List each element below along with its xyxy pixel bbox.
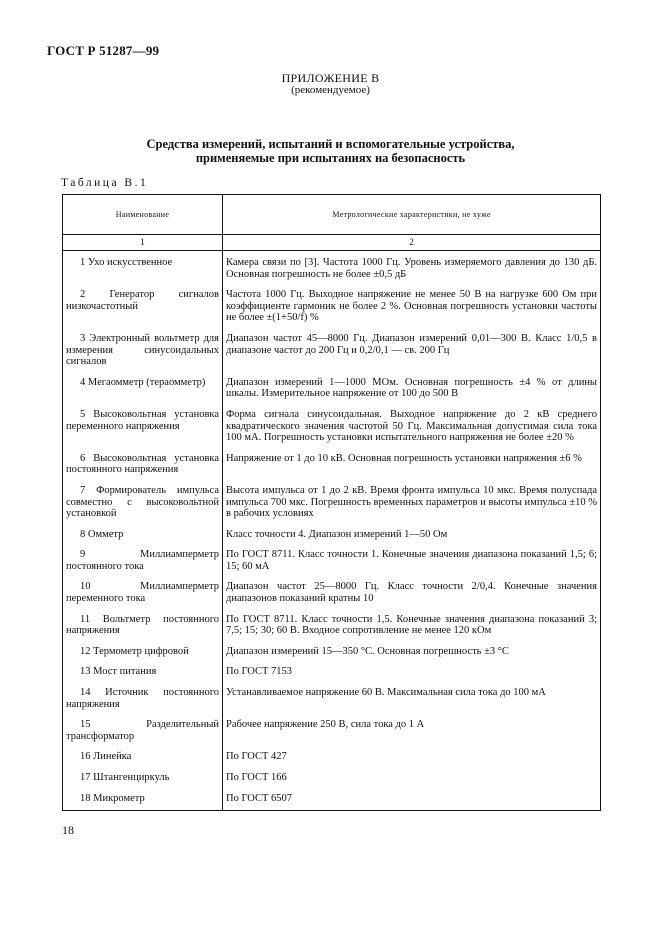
document-code: ГОСТ Р 51287—99 [47,43,160,58]
column-number-1: 1 [63,235,223,251]
instrument-characteristics: По ГОСТ 8711. Класс точности 1. Конечные значения диапазона показаний 1,5; 6; 15; 60 мА [223,546,601,578]
instrument-characteristics: Диапазон частот 45—8000 Гц. Диапазон измерений 0,01—300 В. Класс 1/0,5 в диапазоне частот до 200 Гц и 0,2/0,1 — св. 200 Гц [223,330,601,374]
table-row [63,330,601,374]
column-number-row [63,235,601,251]
appendix-note: (рекомендуемое) [291,84,370,96]
instrument-name-text: 14 Источник постоянного напряжения [66,687,219,710]
instrument-name [63,482,223,526]
instrument-name-text: 12 Термометр цифровой [80,645,189,657]
instrument-name-text: 7 Формирователь импульса совместно с высоковольтной установкой [66,484,219,520]
instrument-name-text: 2 Генератор сигналов низкочастотный [66,289,219,312]
instrument-name [63,330,223,374]
instrument-name [63,663,223,684]
instrument-name [63,611,223,643]
instrument-characteristics: Камера связи по [3]. Частота 1000 Гц. Уровень измеряемого давления до 130 дБ. Основная погрешность не более ±0,5 дБ [223,251,601,287]
instrument-characteristics: Класс точности 4. Диапазон измерений 1—50 Ом [223,526,601,547]
instrument-characteristics: Диапазон измерений 1—1000 МОм. Основная погрешность ±4 % от длины шкалы. Измерительное напряжение от 100 до 500 В [223,374,601,406]
instrument-name [63,251,223,287]
table-row [63,748,601,769]
table-row [63,546,601,578]
instrument-name-text: 1 Ухо искусственное [80,257,173,268]
instrument-name [63,406,223,450]
instrument-name [63,643,223,664]
table-row [63,578,601,610]
instrument-characteristics: Напряжение от 1 до 10 кВ. Основная погрешность установки напряжения ±6 % [223,450,601,482]
instrument-name-text: 17 Штангенциркуль [80,772,170,783]
instrument-name [63,546,223,578]
table-row [63,251,601,287]
table-row [63,663,601,684]
table-row [63,684,601,716]
instrument-name-text: 18 Микрометр [80,792,145,804]
table-row [63,716,601,748]
instrument-characteristics: Частота 1000 Гц. Выходное напряжение не менее 50 В на нагрузке 600 Ом при коэффициенте гармоник не более 2 %. Основная погрешность установки частоты не более ±(1+50/f) % [223,286,601,330]
document-title-line-2: применяемые при испытаниях на безопасность [195,151,466,165]
instrument-name-text: 16 Линейка [80,751,132,763]
instrument-name-text: 8 Омметр [80,528,124,540]
column-header-name: Наименование [63,195,223,235]
table-row [63,406,601,450]
instrument-characteristics: По ГОСТ 427 [223,748,601,769]
instrument-characteristics: Рабочее напряжение 250 В, сила тока до 1 А [223,716,601,748]
instrument-name-text: 6 Высоковольтная установка постоянного напряжения [66,452,219,476]
instrument-name-text: 15 Разделительный трансформатор [66,719,219,742]
instrument-characteristics: Форма сигнала синусоидальная. Выходное напряжение до 2 кВ среднего квадратического значения частотой 50 Гц. Максимальная допустимая сила тока 100 мА. Погрешность установки испытательного напряжения не более ±20 % [223,406,601,450]
instrument-name-text: 9 Миллиамперметр постоянного тока [66,549,219,572]
table-row [63,374,601,406]
instrument-name-text: 11 Вольтметр постоянного напряжения [66,613,219,637]
instrument-name [63,748,223,769]
instrument-characteristics: По ГОСТ 7153 [223,663,601,684]
column-number-2: 2 [223,235,601,251]
instrument-name [63,716,223,748]
table-row [63,611,601,643]
page-number: 18 [62,823,74,837]
table-row [63,286,601,330]
table-label: Таблица В.1 [61,177,149,189]
instrument-name [63,286,223,330]
table-body [63,251,601,811]
document-title-line-1: Средства измерений, испытаний и вспомогательные устройства, [146,137,515,151]
document-title [0,137,661,165]
instrument-name-text: 3 Электронный вольтметр для измерения синусоидальных сигналов [66,332,219,368]
instrument-name-text: 10 Миллиамперметр переменного тока [66,581,219,605]
instrument-characteristics: Устанавливаемое напряжение 60 В. Максимальная сила тока до 100 мА [223,684,601,716]
instrument-name [63,578,223,610]
instrument-characteristics: По ГОСТ 6507 [223,790,601,811]
instrument-characteristics: По ГОСТ 8711. Класс точности 1,5. Конечные значения диапазона показаний 3; 7,5; 15; 30; 60 В. Входное сопротивление не менее 120 кОм [223,611,601,643]
appendix-title: ПРИЛОЖЕНИЕ В [281,71,380,85]
instruments-table [62,194,601,811]
table-row [63,769,601,790]
column-header-characteristics: Метрологические характеристики, не хуже [223,195,601,235]
table-row [63,790,601,811]
instrument-characteristics: Диапазон измерений 15—350 °С. Основная погрешность ±3 °С [223,643,601,664]
instrument-name [63,374,223,406]
instrument-name-text: 13 Мост питания [80,666,157,678]
instrument-name-text: 4 Мегаомметр (тераомметр) [80,376,206,388]
instrument-characteristics: Высота импульса от 1 до 2 кВ. Время фронта импульса 10 мкс. Время полуспада импульса 700 мкс. Погрешность временных параметров и высоты импульса ±10 % в рабочих условиях [223,482,601,526]
instrument-characteristics: Диапазон частот 25—8000 Гц. Класс точности 2/0,4. Конечные значения диапазонов показаний кратны 10 [223,578,601,610]
table-row [63,643,601,664]
instrument-characteristics: По ГОСТ 166 [223,769,601,790]
instrument-name [63,684,223,716]
instrument-name [63,450,223,482]
instrument-name [63,526,223,547]
table-row [63,450,601,482]
table-header-row [63,195,601,235]
instrument-name-text: 5 Высоковольтная установка переменного напряжения [66,408,219,432]
table-row [63,482,601,526]
instrument-name [63,769,223,790]
table-row [63,526,601,547]
instrument-name [63,790,223,811]
